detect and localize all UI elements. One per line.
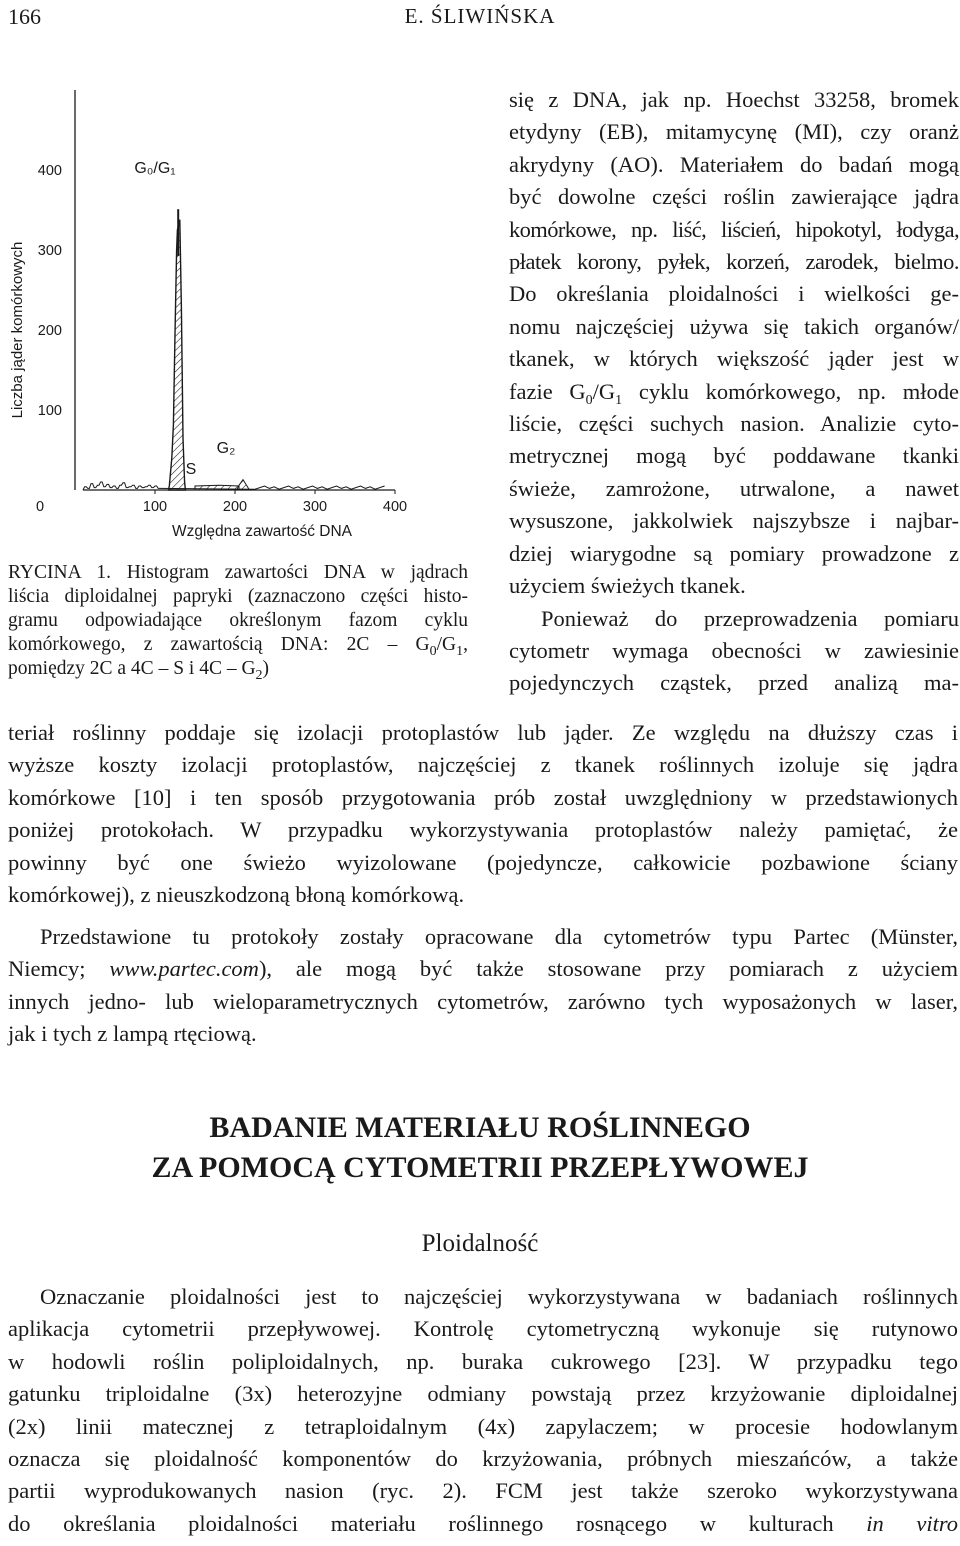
text-line: akrydyny (AO). Materiałem do badań mogą	[509, 151, 959, 177]
paragraph-ploidy	[8, 1281, 958, 1540]
caption-line: komórkowego, z zawartością DNA: $2C - G_0/G_1$,	[8, 634, 468, 659]
x-tick-labels	[36, 490, 407, 515]
text-line: metrycznej mogą być poddawane tkanki	[509, 443, 959, 469]
peak-label-g2: G₂	[216, 440, 236, 457]
text-line: tkanek, w których większość jąder jest w	[509, 346, 959, 372]
text-line: się z DNA, jak np. Hoechst 33258, bromek	[509, 87, 959, 112]
y-axis-label: Liczba jąder komórkowych	[9, 241, 26, 419]
x-axis-label: Względna zawartość DNA	[171, 523, 353, 540]
partec-link[interactable]: www.partec.com	[109, 956, 259, 982]
text-line: komórkowej), z nieuszkodzoną błoną komórkową.	[8, 882, 465, 908]
text-line: fazie $G_0/G_1$ cyklu komórkowego, np. młode	[509, 378, 959, 408]
text-line: Przedstawione tu protokoły zostały opracowane dla cytometrów typu Partec (Münster,	[40, 924, 958, 949]
text-line: Oznaczanie ploidalności jest to najczęściej wykorzystywana w badaniach roślinnych	[40, 1284, 958, 1309]
page-number: 166	[8, 4, 41, 29]
g0-g1-peak	[169, 220, 186, 490]
text-line: w hodowli roślin poliploidalnych, np. buraka cukrowego [23]. W przypadku tego	[8, 1348, 958, 1374]
text-line: Niemcy; www.partec.com), ale mogą być także stosowane przy pomiarach z użyciem	[8, 956, 958, 982]
caption-line: RYCINA 1. Histogram zawartości DNA w jądrach	[8, 562, 468, 583]
section-heading	[0, 1108, 960, 1188]
paragraph-partec	[8, 921, 958, 1051]
text-line: cytometr wymaga obecności w zawiesinie	[509, 637, 959, 663]
x-tick-label: 400	[382, 499, 408, 515]
text-line: partii wyprodukowanych nasion (ryc. 2). FCM jest także szeroko wykorzystywana	[8, 1478, 958, 1504]
text-line: liście, części suchych nasion. Analizie cyto-	[509, 411, 959, 437]
running-header: E. ŚLIWIŃSKA	[404, 4, 556, 28]
y-tick-labels	[38, 163, 62, 419]
text-line: Do określania ploidalności i wielkości ge-	[509, 281, 959, 307]
y-tick-label: 200	[37, 323, 62, 339]
text-line: użyciem świeżych tkanek.	[509, 573, 746, 599]
text-line: powinny być one świeżo wyizolowane (pojedyncze, całkowicie pozbawione ściany	[8, 849, 958, 875]
text-line: komórkowe [10] i ten sposób przygotowania prób został uwzględniony w przedstawionych	[8, 784, 958, 810]
x-tick-label: 300	[302, 499, 328, 515]
text-line: oznacza się ploidalność komponentów do krzyżowania, próbnych mieszańców, a także	[8, 1446, 958, 1472]
caption-line: liścia diploidalnej papryki (zaznaczono części histo-	[8, 586, 468, 607]
text-line: etydyny (EB), mitamycynę (MI), czy oranż	[509, 119, 959, 145]
text-line: poniżej protokołach. W przypadku wykorzystywania protoplastów należy pamiętać, że	[8, 817, 958, 843]
paragraph-protoplasts	[8, 717, 958, 911]
y-tick-label: 300	[37, 243, 62, 259]
x-tick-label: 0	[35, 499, 45, 515]
g2-peak	[237, 480, 250, 490]
peak-label-s: S	[185, 461, 197, 478]
caption-line: gramu odpowiadające określonym fazom cyklu	[8, 610, 468, 631]
y-tick-label: 400	[37, 163, 62, 179]
text-line: świeże, zamrożone, utrwalone, a nawet	[509, 475, 959, 501]
text-line: Ponieważ do przeprowadzenia pomiaru	[541, 605, 959, 631]
figure-caption	[8, 561, 468, 681]
text-line: wyższe koszty izolacji protoplastów, najczęściej z tkanek roślinnych izoluje się jądra	[8, 752, 958, 778]
text-line: nomu najczęściej używa się takich organów/	[509, 313, 959, 339]
text-line: jak i tych z lampą rtęciową.	[8, 1021, 257, 1047]
text-line: płatek korony, pyłek, korzeń, zarodek, bielmo.	[509, 249, 959, 275]
right-column-text	[509, 84, 959, 700]
text-line: innych jedno- lub wieloparametrycznych cytometrów, zarówno tych wyposażonych w laser,	[8, 988, 958, 1014]
text-line: aplikacja cytometrii przepływowej. Kontrolę cytometryczną wykonuje się rutynowo	[8, 1316, 958, 1342]
dna-histogram-chart	[0, 80, 480, 550]
section-heading-line: ZA POMOCĄ CYTOMETRII PRZEPŁYWOWEJ	[151, 1151, 809, 1184]
text-line: dziej wiarygodne są pomiary prowadzone z	[509, 540, 959, 566]
y-tick-label: 100	[37, 403, 62, 419]
text-line: być dowolne części roślin zawierające jądra	[509, 184, 959, 210]
text-line: (2x) linii matecznej z tetraploidalnym (4x) zapylaczem; w procesie hodowlanym	[8, 1413, 958, 1439]
text-line: do określania ploidalności materiału roślinnego rosnącego w kulturach in vitro	[8, 1510, 958, 1536]
text-line: teriał roślinny poddaje się izolacji protoplastów lub jąder. Ze względu na dłuższy czas i	[8, 720, 958, 745]
peak-label-g0g1: G₀/G₁	[134, 160, 176, 177]
x-tick-label: 200	[222, 499, 248, 515]
text-line: wysuszone, jakkolwiek najszybsze i najbar-	[509, 508, 959, 534]
caption-line: pomiędzy 2C a 4C – S i $4C - G_2$)	[8, 658, 270, 683]
text-line: komórkowe, np. liść, liścień, hipokotyl, łodyga,	[509, 216, 959, 242]
text-line: gatunku triploidalne (3x) heterozyjne odmiany powstają przez krzyżowanie diploidalnej	[8, 1381, 958, 1407]
subsection-heading: Ploidalność	[421, 1230, 539, 1257]
section-heading-line: BADANIE MATERIAŁU ROŚLINNEGO	[209, 1111, 751, 1144]
text-line: pojedynczych cząstek, przed analizą ma-	[509, 670, 959, 696]
x-tick-label: 100	[142, 499, 168, 515]
